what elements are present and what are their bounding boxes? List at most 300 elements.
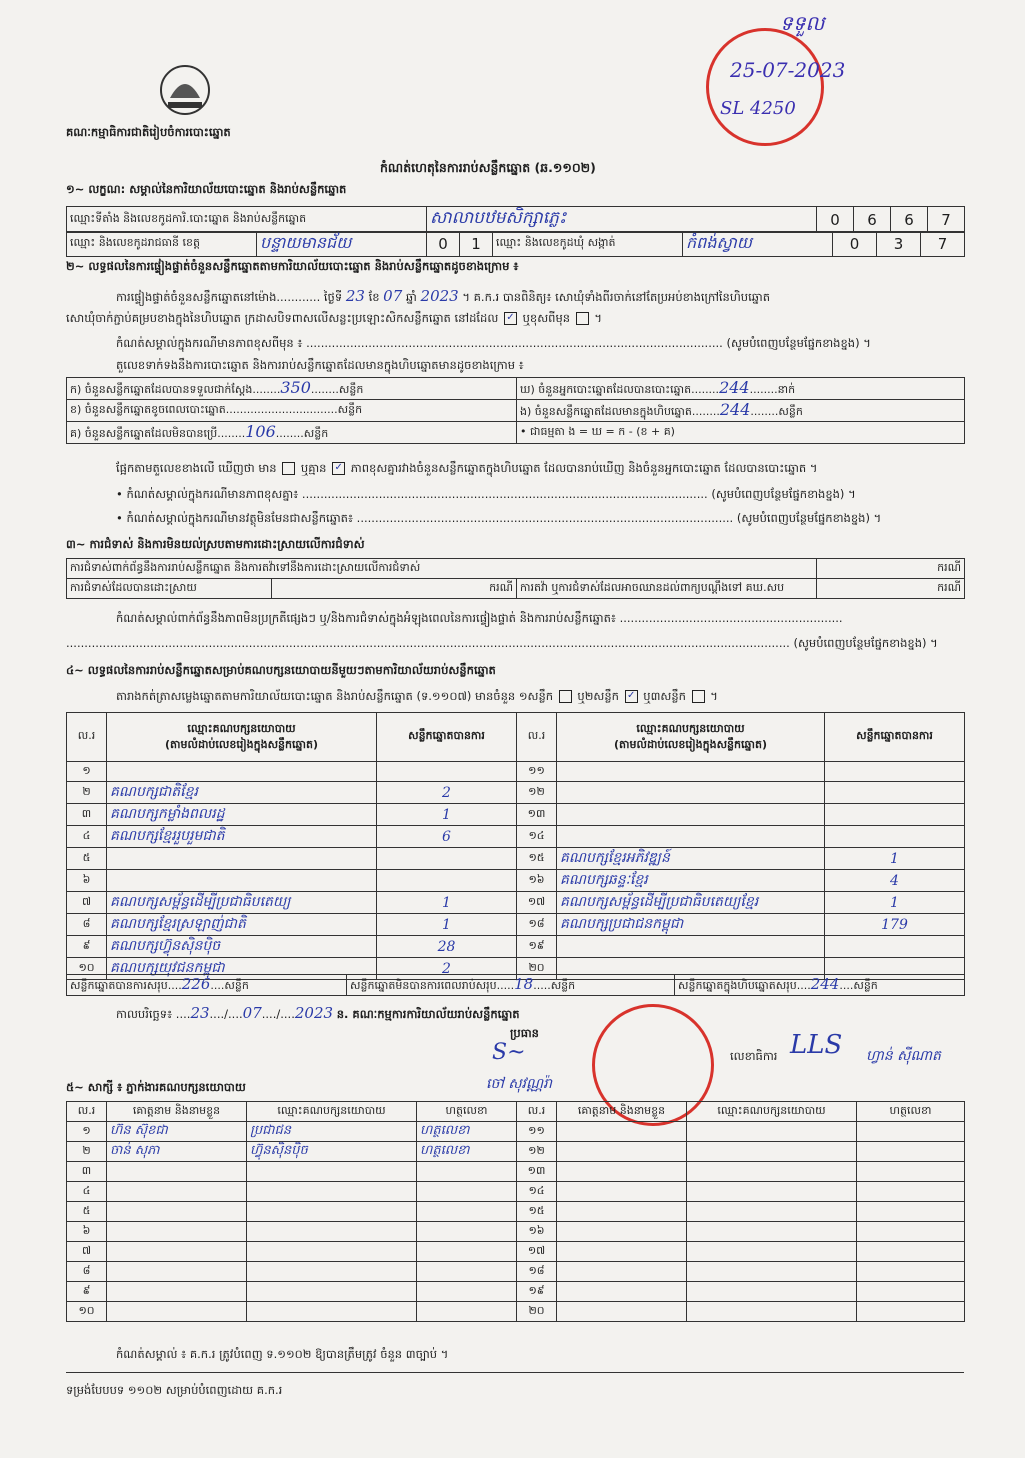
dotted-fill: .................................................................................................................. — [306, 336, 723, 350]
s2-line2-text: សោឃុំចាក់ភ្ជាប់គម្របខាងក្នុងនៃហិបឆ្នោត ក្រដាសបិទពាសលើសន្លះប្រឡោះសិកសន្លឹកឆ្នោត នៅដដែល — [66, 311, 499, 325]
province-value: បន្ទាយមានជ័យ — [257, 232, 427, 257]
fig-label: ង) ចំនួនសន្លឹកឆ្នោតដែលមានក្នុងហិបឆ្នោត — [520, 405, 692, 418]
witness-name: ចាន់ សុភា — [107, 1142, 247, 1162]
unit: ករណី — [817, 559, 965, 579]
party-name: គណបក្សហ៊្វុនស៊ិនប៉ិច — [107, 936, 377, 958]
row-number: ១៣ — [517, 1162, 557, 1182]
s2-line1 — [116, 287, 770, 305]
party-name — [557, 762, 825, 782]
table-row — [67, 1302, 965, 1322]
party-votes: 6 — [377, 826, 517, 848]
row-number: ៣ — [67, 804, 107, 826]
stamp-note-2: 25-07-2023 — [730, 58, 846, 82]
total-invalid: 18 — [514, 975, 534, 993]
results-header — [67, 713, 965, 762]
s1-table — [66, 206, 965, 233]
no-diff-label: ឬគ្មាន — [300, 461, 327, 475]
commune-value: កំពង់ស្វាយ — [683, 232, 833, 257]
witness-party — [687, 1122, 857, 1142]
row-number: ៩ — [67, 936, 107, 958]
row-number: ១៨ — [517, 914, 557, 936]
witness-signature — [417, 1162, 517, 1182]
s4-date: កាលបរិច្ឆេទ៖ ....23..../....07..../....2023 ន. គណៈកម្មការការិយាល័យរាប់សន្លឹកឆ្នោត — [116, 1004, 520, 1022]
s2-after1 — [116, 462, 817, 476]
witness-party — [247, 1222, 417, 1242]
witness-party: ហ៊្វុនស៊ិនប៉ិច — [247, 1142, 417, 1162]
row-number: ១៦ — [517, 870, 557, 892]
different-checkbox[interactable] — [576, 312, 589, 325]
row-number: ៤ — [67, 1182, 107, 1202]
received-ballots: 350 — [280, 378, 311, 397]
col-sign: ហត្ថលេខា — [857, 1102, 965, 1122]
witness-signature — [417, 1222, 517, 1242]
witness-party — [687, 1262, 857, 1282]
three-sheet-checkbox[interactable] — [692, 690, 705, 703]
form-title: កំណត់ហេតុនៃការរាប់សន្លឹកឆ្នោត (ឆ.១១០២) — [380, 160, 596, 175]
witness-name — [557, 1202, 687, 1222]
row-number: ៦ — [67, 870, 107, 892]
table-row — [67, 870, 965, 892]
col-no: ល.រ — [67, 1102, 107, 1122]
row-number: ៣ — [67, 1162, 107, 1182]
has-diff-checkbox[interactable] — [282, 462, 295, 475]
witness-party — [247, 1282, 417, 1302]
party-name: គណបក្សឆន្ទៈខ្មែរ — [557, 870, 825, 892]
witness-party — [687, 1182, 857, 1202]
row-number: ១២ — [517, 782, 557, 804]
witness-party: ប្រជាជន — [247, 1122, 417, 1142]
party-name — [557, 936, 825, 958]
row-number: ១៨ — [517, 1262, 557, 1282]
no-diff-checkbox[interactable]: ✓ — [332, 462, 345, 475]
s5-heading: ៥~ សាក្សី ៖ ភ្នាក់ងារគណបក្សនយោបាយ — [66, 1080, 246, 1094]
s2-bullet1 — [116, 488, 856, 502]
fill-hint: (សូមបំពេញបន្ថែមផ្នែកខាងខ្នង) ។ — [793, 636, 938, 650]
committee-label: ន. គណៈកម្មការការិយាល័យរាប់សន្លឹកឆ្នោត — [336, 1007, 520, 1021]
dotted-fill: ............................................................. — [619, 611, 843, 625]
party-name — [557, 826, 825, 848]
row-number: ២ — [67, 782, 107, 804]
party-votes: 2 — [377, 782, 517, 804]
s2-bullet2 — [116, 512, 881, 526]
row-number: ១៦ — [517, 1222, 557, 1242]
s4-results-table — [66, 712, 965, 980]
fig-label: ក) ចំនួនសន្លឹកឆ្នោតដែលបានទទួលជាក់ស្តែង — [70, 383, 253, 396]
row-number: ៨ — [67, 1262, 107, 1282]
row-number: ១៤ — [517, 826, 557, 848]
witness-signature — [857, 1302, 965, 1322]
row-number: ១៣ — [517, 804, 557, 826]
row-number: ១៩ — [517, 936, 557, 958]
witness-name — [107, 1202, 247, 1222]
table-row — [67, 848, 965, 870]
unit: សន្លឹក — [778, 405, 803, 418]
date-year: 2023 — [294, 1004, 334, 1022]
commune-code-digit: 3 — [877, 232, 921, 257]
witness-signature — [417, 1282, 517, 1302]
s3-table — [66, 558, 965, 599]
table-row — [67, 826, 965, 848]
unit: សន្លឹក — [303, 427, 329, 440]
date-day: 23 — [190, 1004, 210, 1022]
commune-label: ឈ្មោះ និងលេខកូដឃុំ សង្កាត់ — [493, 232, 683, 257]
witness-party — [687, 1162, 857, 1182]
province-code-digit: 0 — [427, 232, 460, 257]
witness-party — [687, 1242, 857, 1262]
col-name: គោត្តនាម និងនាមខ្លួន — [557, 1102, 687, 1122]
row-number: ១៥ — [517, 848, 557, 870]
s5-note: កំណត់សម្គាល់ ៖ គ.ក.រ ត្រូវបំពេញ ទ.១១០២ ឱ្យបានត្រឹមត្រូវ ចំនួន ៣ច្បាប់ ។ — [116, 1347, 449, 1361]
fig-label: ខ) ចំនួនសន្លឹកឆ្នោតខូចពេលបោះឆ្នោត — [70, 402, 226, 416]
date-month: 07 — [242, 1004, 262, 1022]
witness-name — [557, 1302, 687, 1322]
total-valid: 226 — [181, 975, 211, 993]
witness-name — [557, 1142, 687, 1162]
table-row — [67, 1202, 965, 1222]
row-number: ២០ — [517, 1302, 557, 1322]
unit: នាក់ — [777, 383, 796, 396]
party-name — [557, 804, 825, 826]
voters-voted: 244 — [719, 378, 750, 397]
party-votes — [377, 848, 517, 870]
chair-signature: S~ — [492, 1040, 526, 1065]
unit: សន្លឹក — [338, 383, 364, 396]
received-stamp — [706, 28, 824, 146]
row-number: ២០ — [517, 958, 557, 980]
table-row — [67, 1182, 965, 1202]
witness-party — [687, 1282, 857, 1302]
row-number: ១១ — [517, 1122, 557, 1142]
witness-name — [557, 1122, 687, 1142]
party-name — [107, 870, 377, 892]
chair-name: ចៅ សុវណ្ណរ៉ា — [486, 1076, 552, 1092]
check-day: 23 — [345, 287, 365, 305]
party-votes — [825, 762, 965, 782]
table-row — [67, 804, 965, 826]
commune-code-digit: 7 — [921, 232, 965, 257]
party-votes — [377, 762, 517, 782]
one-sheet-checkbox[interactable] — [559, 690, 572, 703]
row-number: ១៧ — [517, 1242, 557, 1262]
party-name: គណបក្សខ្មែររួបរួមជាតិ — [107, 826, 377, 848]
witness-signature — [857, 1242, 965, 1262]
commune-code-digit: 0 — [833, 232, 877, 257]
col-votes: សន្លឹកឆ្នោតបានការ — [377, 713, 517, 762]
fill-hint: (សូមបំពេញបន្ថែមផ្នែកខាងខ្នង) ។ — [736, 511, 882, 525]
witness-header — [67, 1102, 965, 1122]
col-sign: ហត្ថលេខា — [417, 1102, 517, 1122]
witness-party — [247, 1262, 417, 1282]
col-party-sub: (តាមលំដាប់លេខរៀងក្នុងសន្លឹកឆ្នោត) — [165, 738, 318, 751]
party-votes: 1 — [377, 892, 517, 914]
col-no: ល.រ — [67, 713, 107, 762]
party-votes: 2 — [377, 958, 517, 980]
witness-name — [107, 1242, 247, 1262]
witness-party — [247, 1242, 417, 1262]
form-footer: ទម្រង់បែបបទ ១១០២ សម្រាប់បំពេញដោយ គ.ក.រ — [66, 1383, 283, 1397]
witness-name — [557, 1222, 687, 1242]
row-number: ៩ — [67, 1282, 107, 1302]
witness-signature — [857, 1162, 965, 1182]
col-name: គោត្តនាម និងនាមខ្លួន — [107, 1102, 247, 1122]
emblem-icon — [150, 58, 220, 120]
party-name: គណបក្សខ្មែរអភិវឌ្ឍន៍ — [557, 848, 825, 870]
party-name: គណបក្សជាតិខ្មែរ — [107, 782, 377, 804]
witness-signature — [857, 1122, 965, 1142]
party-votes: 1 — [377, 804, 517, 826]
col-votes: សន្លឹកឆ្នោតបានការ — [825, 713, 965, 762]
s2-line3-text: កំណត់សម្គាល់ក្នុងករណីមានភាពខុសពីមុន ៖ — [116, 336, 303, 350]
s4-sub-text: តារាងកត់ត្រាសម្លេងឆ្នោតតាមការិយាល័យបោះឆ្នោត និងរាប់សន្លឹកឆ្នោត (ទ.១១០៧) មានចំនួន ១សន្លឹក — [116, 689, 554, 703]
unit: សន្លឹក — [224, 979, 249, 992]
after1-tail: ភាពខុសគ្នារវាងចំនួនសន្លឹកឆ្នោតក្នុងហិបឆ្នោត ដែលបានរាប់ឃើញ និងចំនួនអ្នកបោះឆ្នោត ដែលបានបោះឆ្នោត ។ — [350, 461, 818, 475]
after1-text: ផ្អែកតាមតួលេខខាងលើ ឃើញថា មាន — [116, 461, 277, 475]
different-label: ឬខុសពីមុន — [522, 311, 571, 325]
total-box: 244 — [810, 975, 840, 993]
row-number: ៤ — [67, 826, 107, 848]
witness-party — [687, 1222, 857, 1242]
table-row — [67, 1222, 965, 1242]
witness-signature: ហត្ថលេខា — [417, 1122, 517, 1142]
party-votes — [825, 804, 965, 826]
witness-name — [557, 1162, 687, 1182]
witness-name — [107, 1222, 247, 1242]
witness-signature — [857, 1262, 965, 1282]
s3-note-text: កំណត់សម្គាល់ពាក់ព័ន្ធនឹងភាពមិនប្រក្រតីផ្សេងៗ ឬ/និងការជំទាស់ក្នុងអំឡុងពេលនៃការផ្ទៀងផ្ទាត់ និងការរាប់សន្លឹកឆ្នោត៖ — [116, 611, 616, 625]
col-party: ឈ្មោះគណបក្សនយោបាយ — [636, 721, 745, 735]
witness-signature — [417, 1262, 517, 1282]
s3-note-2 — [66, 637, 938, 651]
witness-signature — [857, 1142, 965, 1162]
witness-name — [557, 1242, 687, 1262]
complaint-label: ការតវ៉ា ឬការជំទាស់ដែលអាចឈានដល់ពាក្យបណ្តឹងទៅ គឃ.សប — [517, 579, 817, 599]
s4-sub: តារាងកត់ត្រាសម្លេងឆ្នោតតាមការិយាល័យបោះឆ្នោត និងរាប់សន្លឹកឆ្នោត (ទ.១១០៧) មានចំនួន ១សន្លឹក ឬ២សន្លឹក ✓ ឬ៣សន្លឹក ។ — [116, 689, 718, 703]
witness-signature — [417, 1302, 517, 1322]
table-row — [67, 1162, 965, 1182]
col-party-sub: (តាមលំដាប់លេខរៀងក្នុងសន្លឹកឆ្នោត) — [614, 738, 767, 751]
row-number: ៨ — [67, 914, 107, 936]
s2-line4: តួលេខទាក់ទងនឹងការបោះឆ្នោត និងការរាប់សន្លឹកឆ្នោតដែលមានក្នុងហិបឆ្នោតមានដូចខាងក្រោម ៖ — [116, 358, 524, 372]
witness-name — [107, 1262, 247, 1282]
witness-name — [107, 1302, 247, 1322]
unit: ករណី — [272, 579, 517, 599]
total-valid-label: សន្លឹកឆ្នោតបានការសរុប — [70, 979, 168, 992]
party-votes: 1 — [377, 914, 517, 936]
stamp-note-3: SL 4250 — [720, 98, 796, 119]
witness-signature — [417, 1202, 517, 1222]
witness-signature — [417, 1242, 517, 1262]
date-label: កាលបរិច្ឆេទ៖ — [116, 1007, 173, 1021]
table-row — [67, 1262, 965, 1282]
row-number: ១១ — [517, 762, 557, 782]
s5-witness-table — [66, 1101, 965, 1322]
col-party: ឈ្មោះគណបក្សនយោបាយ — [187, 721, 296, 735]
witness-name — [107, 1162, 247, 1182]
party-votes — [825, 782, 965, 804]
table-row — [67, 782, 965, 804]
stamp-note-1: ទទួល — [780, 11, 825, 35]
fill-hint: (សូមបំពេញបន្ថែមផ្នែកខាងខ្នង) ។ — [711, 487, 856, 501]
witness-signature — [857, 1182, 965, 1202]
row-number: ៥ — [67, 1202, 107, 1222]
party-votes: 1 — [825, 892, 965, 914]
s2-line3 — [116, 337, 871, 351]
row-number: ១០ — [67, 958, 107, 980]
witness-name — [557, 1262, 687, 1282]
row-number: ១៥ — [517, 1202, 557, 1222]
s1-table-2 — [66, 231, 965, 257]
table-row — [67, 1142, 965, 1162]
total-box-label: សន្លឹកឆ្នោតក្នុងហិបឆ្នោតសរុប — [678, 979, 797, 992]
province-code-digit: 1 — [460, 232, 493, 257]
fig-label: គ) ចំនួនសន្លឹកឆ្នោតដែលមិនបានប្រើ — [70, 427, 218, 440]
chair-label: ប្រធាន — [510, 1026, 539, 1040]
witness-signature — [857, 1202, 965, 1222]
row-number: ១ — [67, 762, 107, 782]
s2-line2: សោឃុំចាក់ភ្ជាប់គម្របខាងក្នុងនៃហិបឆ្នោត ក្រដាសបិទពាសលើសន្លះប្រឡោះសិកសន្លឹកឆ្នោត នៅដដែល ✓ ឬខុសពីមុន ។ — [66, 311, 602, 325]
col-no: ល.រ — [517, 713, 557, 762]
table-row — [67, 1282, 965, 1302]
s2-figures-table — [66, 377, 965, 444]
party-votes: 1 — [825, 848, 965, 870]
two-sheet-checkbox[interactable]: ✓ — [625, 690, 638, 703]
unit: សន្លឹក — [550, 979, 576, 992]
dotted-fill: ....................................................................................................... — [356, 511, 734, 525]
party-votes — [377, 870, 517, 892]
party-votes: 179 — [825, 914, 965, 936]
witness-signature: ហត្ថលេខា — [417, 1142, 517, 1162]
row-number: ១០ — [67, 1302, 107, 1322]
witness-party — [247, 1162, 417, 1182]
objection-label: ការជំទាស់ពាក់ព័ន្ធនឹងការរាប់សន្លឹកឆ្នោត និងការតវ៉ាទៅនឹងការដោះស្រាយលើការជំទាស់ — [67, 559, 817, 579]
row-number: ១២ — [517, 1142, 557, 1162]
office-value: សាលាបឋមសិក្សាភ្លេះ — [427, 207, 817, 233]
dotted-fill: ............................................................................................................... — [301, 487, 708, 501]
witness-name — [557, 1282, 687, 1302]
formula: • ជាធម្មតា ង = ឃ = ក - (ខ + គ) — [520, 424, 675, 438]
witness-signature — [417, 1182, 517, 1202]
bullet1-text: • កំណត់សម្គាល់ក្នុងករណីមានភាពខុសគ្នា៖ — [116, 487, 299, 501]
s3-heading: ៣~ ការជំទាស់ និងការមិនយល់ស្របតាមការដោះស្រាយលើការជំទាស់ — [66, 537, 365, 551]
row-number: ១៧ — [517, 892, 557, 914]
s2-heading: ២~ លទ្ធផលនៃការផ្ទៀងផ្ទាត់ចំនួនសន្លឹកឆ្នោតតាមការិយាល័យបោះឆ្នោត និងរាប់សន្លឹកឆ្នោតដូចខាងក្រោម ៖ — [66, 259, 519, 273]
table-row — [67, 892, 965, 914]
party-votes: 4 — [825, 870, 965, 892]
two-sheet-label: ឬ២សន្លឹក — [577, 689, 619, 703]
witness-party — [687, 1202, 857, 1222]
witness-party — [247, 1182, 417, 1202]
unit: ករណី — [817, 579, 965, 599]
table-row — [67, 1122, 965, 1142]
party-votes — [825, 936, 965, 958]
unused-ballots: 106 — [245, 422, 276, 441]
office-code-digit: 6 — [891, 207, 928, 233]
witness-name — [557, 1182, 687, 1202]
check-month: 07 — [383, 287, 403, 305]
fig-label: ឃ) ចំនួនអ្នកបោះឆ្នោតដែលបានបោះឆ្នោត — [520, 383, 692, 396]
table-row — [67, 1242, 965, 1262]
witness-name: ហ៊ន ស៊ុខជា — [107, 1122, 247, 1142]
witness-party — [247, 1302, 417, 1322]
figure-row: គ) ចំនួនសន្លឹកឆ្នោតដែលមិនបានប្រើ........106........សន្លឹក • ជាធម្មតា ង = ឃ = ក - (ខ + គ) — [67, 422, 965, 444]
secretary-label: លេខាធិការ — [730, 1049, 778, 1063]
party-name: គណបក្សសម្ព័ន្ធដើម្បីប្រជាធិបតេយ្យ — [107, 892, 377, 914]
party-name — [107, 762, 377, 782]
resolved-label: ការជំទាស់ដែលបានដោះស្រាយ — [67, 579, 272, 599]
party-name: គណបក្សខ្មែរស្រឡាញ់ជាតិ — [107, 914, 377, 936]
s4-totals: សន្លឹកឆ្នោតបានការសរុប....226....សន្លឹក សន្លឹកឆ្នោតមិនបានការពេលរាប់សរុប.....18.....សន្លឹក សន្លឹកឆ្នោតក្នុងហិបឆ្នោតសរុប....244....សន្លឹក — [66, 974, 965, 996]
total-invalid-label: សន្លឹកឆ្នោតមិនបានការពេលរាប់សរុប — [350, 979, 497, 992]
office-code-digit: 0 — [817, 207, 854, 233]
s1-heading: ១~ លក្ខណ: សម្គាល់នៃការិយាល័យបោះឆ្នោត និងរាប់សន្លឹកឆ្នោត — [66, 182, 347, 196]
table-row — [67, 762, 965, 782]
witness-party — [247, 1202, 417, 1222]
witness-name — [107, 1182, 247, 1202]
witness-name — [107, 1282, 247, 1302]
witness-party — [687, 1302, 857, 1322]
witness-signature — [857, 1282, 965, 1302]
month-label: ខែ — [368, 290, 380, 304]
figure-row: ក) ចំនួនសន្លឹកឆ្នោតដែលបានទទួលជាក់ស្តែង........350........សន្លឹក ឃ) ចំនួនអ្នកបោះឆ្នោតដែលបានបោះឆ្នោត........244........នាក់ — [67, 378, 965, 400]
secretary-name: ហ្វាន់ ស៊ីណាត — [866, 1048, 941, 1064]
col-party: ឈ្មោះគណបក្សនយោបាយ — [687, 1102, 857, 1122]
row-number: ១៤ — [517, 1182, 557, 1202]
three-sheet-label: ឬ៣សន្លឹក — [643, 689, 686, 703]
table-row — [67, 914, 965, 936]
party-votes — [825, 826, 965, 848]
office-code-digit: 6 — [854, 207, 891, 233]
dotted-fill: ...................................................................................................................................................................................................... — [66, 636, 790, 650]
row-number: ៧ — [67, 1242, 107, 1262]
office-code-digit: 7 — [928, 207, 965, 233]
s4-heading: ៤~ លទ្ធផលនៃការរាប់សន្លឹកឆ្នោតសម្រាប់គណបក្សនយោបាយនីមួយៗតាមការិយាល័យរាប់សន្លឹកឆ្នោត — [66, 663, 496, 677]
row-number: ៥ — [67, 848, 107, 870]
office-label: ឈ្មោះទីតាំង និងលេខកូដការិ.បោះឆ្នោត និងរាប់សន្លឹកឆ្នោត — [67, 207, 427, 233]
unit: សន្លឹក — [337, 402, 363, 416]
party-name — [107, 848, 377, 870]
bullet2-text: • កំណត់សម្គាល់ក្នុងករណីមានវត្ថុមិនមែនជាសន្លឹកឆ្នោត៖ — [116, 511, 354, 525]
secretary-signature: LLS — [790, 1030, 843, 1060]
table-row — [67, 936, 965, 958]
org-name: គណៈកម្មាធិការជាតិរៀបចំការបោះឆ្នោត — [66, 125, 231, 139]
ballots-in-box: 244 — [719, 400, 751, 419]
row-number: ១ — [67, 1122, 107, 1142]
s2-line1-tail: ។ គ.ក.រ បានពិនិត្យ៖ សោឃុំទាំងពីរចាក់នៅតែប្រអប់ខាងក្រៅនៃហិបឆ្នោត — [462, 290, 771, 304]
unit: សន្លឹក — [853, 979, 878, 992]
row-number: ២ — [67, 1142, 107, 1162]
col-party: ឈ្មោះគណបក្សនយោបាយ — [247, 1102, 417, 1122]
check-year: 2023 — [420, 287, 459, 305]
party-name — [557, 782, 825, 804]
divider — [66, 1372, 964, 1373]
party-name: គណបក្សសម្ព័ន្ធដើម្បីប្រជាធិបតេយ្យខ្មែរ — [557, 892, 825, 914]
witness-signature — [857, 1222, 965, 1242]
province-label: ឈ្មោះ និងលេខកូដរាជធានី ខេត្ត — [67, 232, 257, 257]
year-label: ឆ្នាំ — [405, 290, 417, 304]
same-checkbox[interactable]: ✓ — [504, 312, 517, 325]
party-name: គណបក្សកម្លាំងពលរដ្ឋ — [107, 804, 377, 826]
s2-line1-text: ការផ្ទៀងផ្ទាត់ចំនួនសន្លឹកឆ្នោតនៅម៉ោង............ ថ្ងៃទី — [116, 290, 343, 304]
party-name: គណបក្សប្រជាជនកម្ពុជា — [557, 914, 825, 936]
col-no: ល.រ — [517, 1102, 557, 1122]
figure-row: ខ) ចំនួនសន្លឹកឆ្នោតខូចពេលបោះឆ្នោត................................សន្លឹក ង) ចំនួនសន្លឹកឆ្នោតដែលមានក្នុងហិបឆ្នោត........244........សន្លឹក — [67, 400, 965, 422]
party-votes: 28 — [377, 936, 517, 958]
row-number: ១៩ — [517, 1282, 557, 1302]
row-number: ៦ — [67, 1222, 107, 1242]
party-name: គណបក្សយុវជនកម្ពុជា — [107, 958, 377, 980]
witness-party — [687, 1142, 857, 1162]
row-number: ៧ — [67, 892, 107, 914]
